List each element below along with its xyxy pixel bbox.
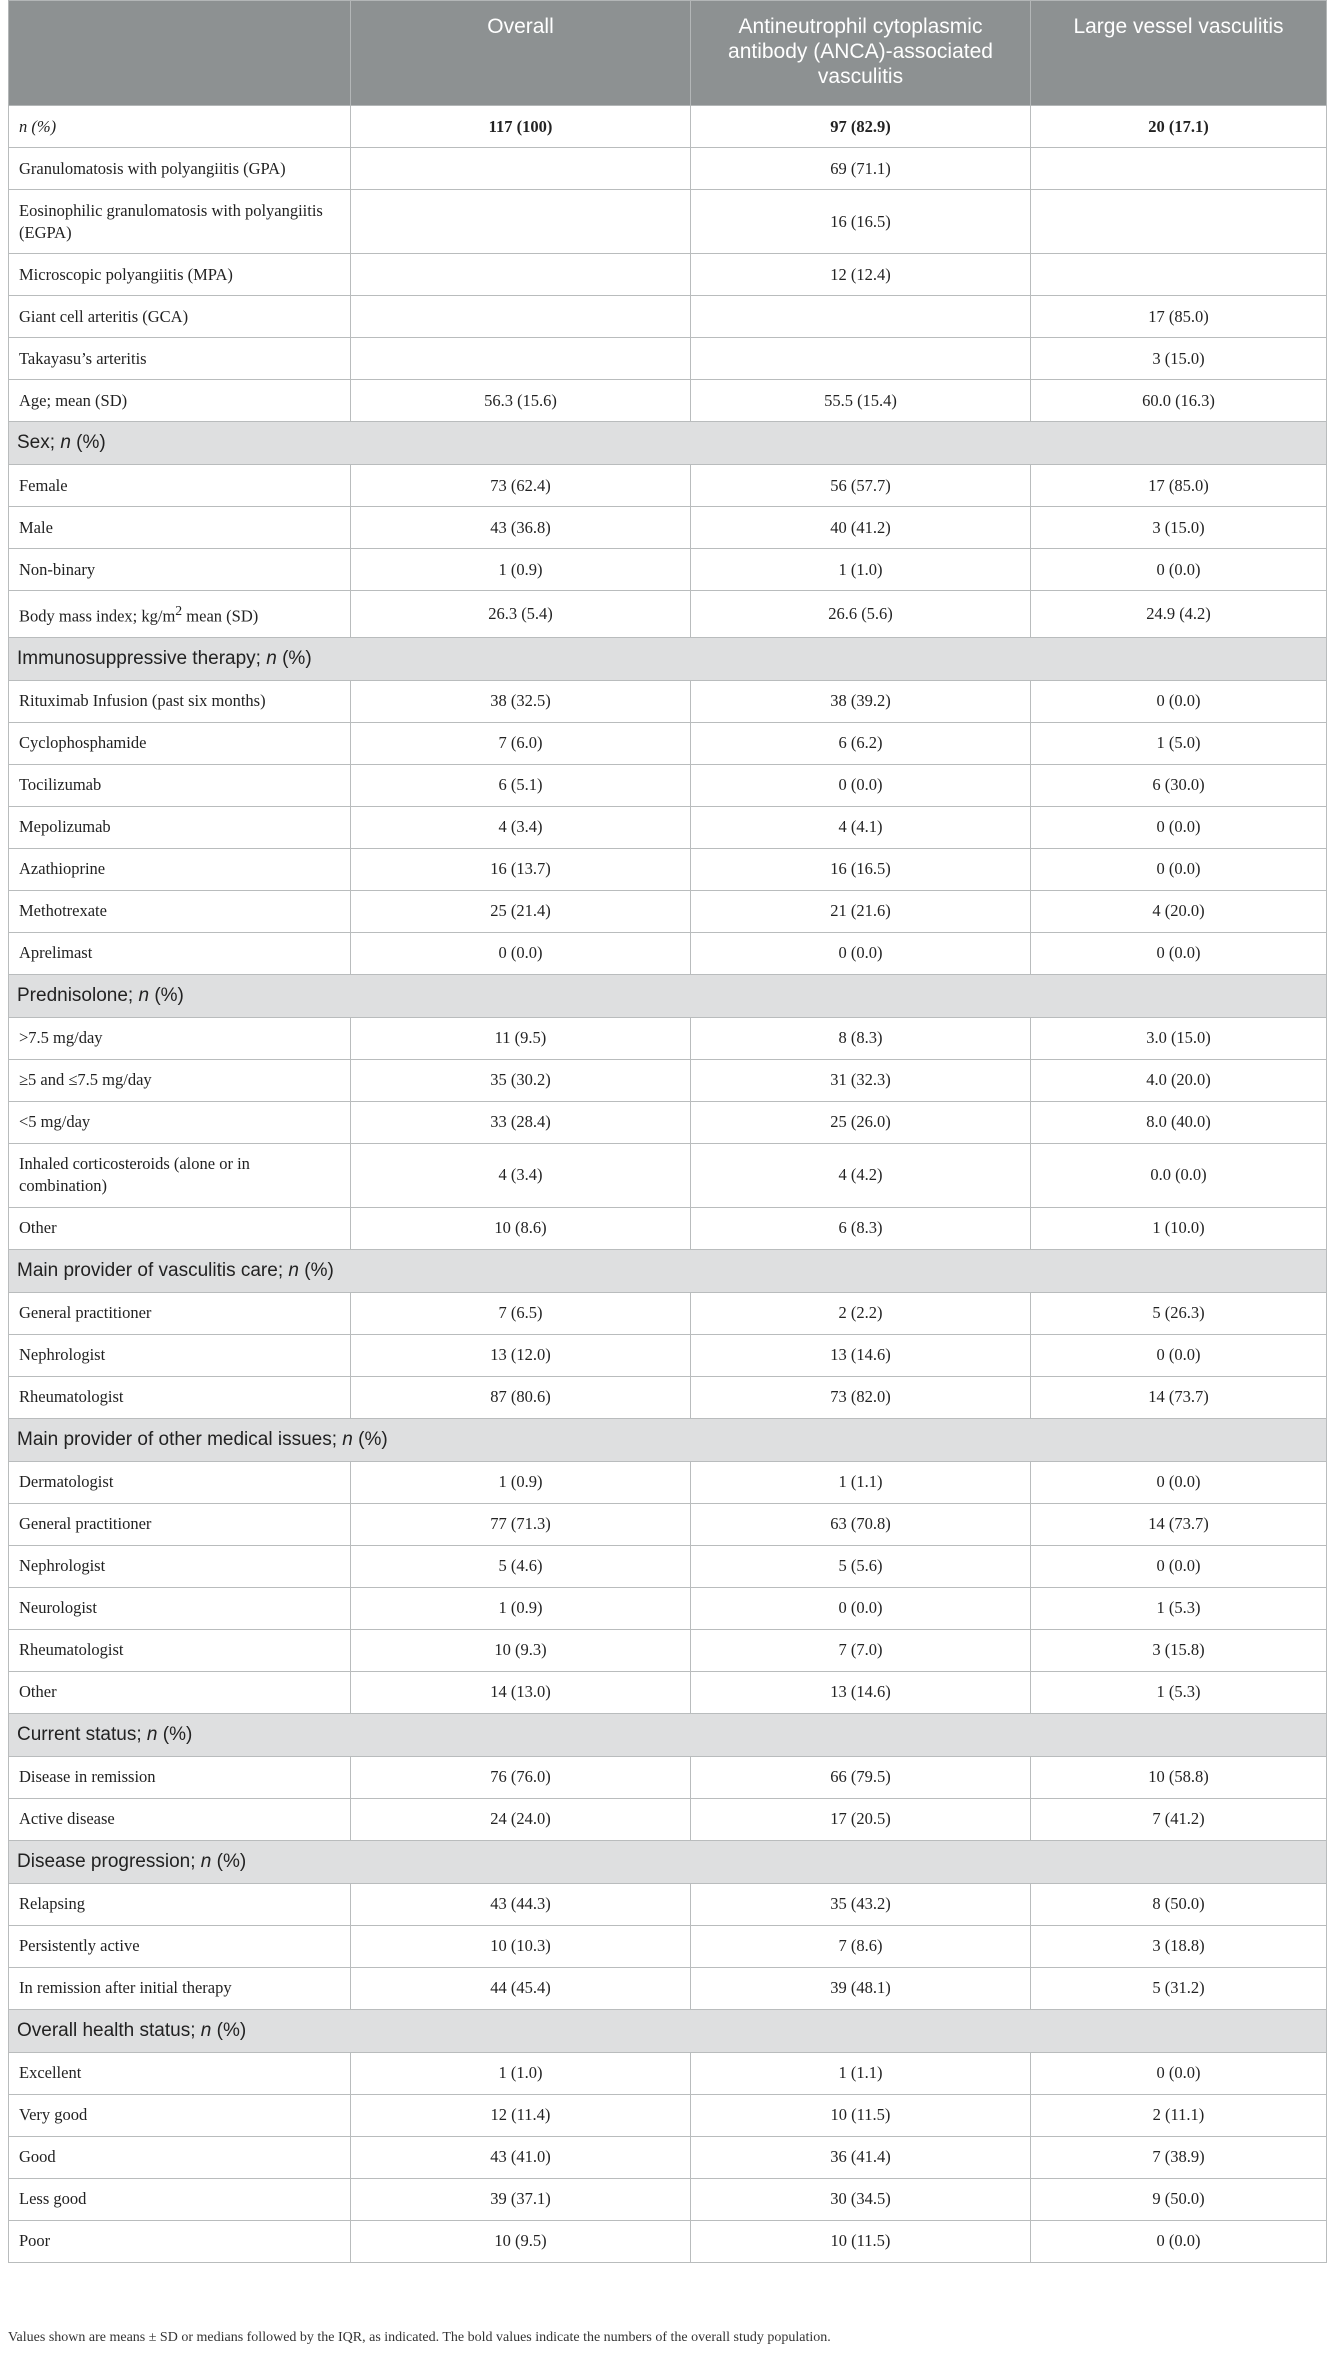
section-title <box>9 1840 1327 1883</box>
section-title <box>9 422 1327 465</box>
section-title <box>9 1418 1327 1461</box>
cell-overall <box>351 148 691 190</box>
cell-overall: 77 (71.3) <box>351 1503 691 1545</box>
cell-lvv: 0.0 (0.0) <box>1031 1143 1327 1207</box>
row-label: Methotrexate <box>9 890 351 932</box>
cell-anca: 1 (1.1) <box>691 2052 1031 2094</box>
cell-anca: 6 (6.2) <box>691 722 1031 764</box>
cell-anca: 36 (41.4) <box>691 2136 1031 2178</box>
cell-overall: 35 (30.2) <box>351 1059 691 1101</box>
cell-overall: 25 (21.4) <box>351 890 691 932</box>
cell-lvv: 7 (38.9) <box>1031 2136 1327 2178</box>
row-label: Disease in remission <box>9 1756 351 1798</box>
cell-overall: 16 (13.7) <box>351 848 691 890</box>
cell-overall <box>351 190 691 254</box>
section-title-var: n <box>288 1259 299 1281</box>
cell-lvv: 10 (58.8) <box>1031 1756 1327 1798</box>
cell-overall: 76 (76.0) <box>351 1756 691 1798</box>
cell-lvv: 17 (85.0) <box>1031 465 1327 507</box>
n-row-lvv: 20 (17.1) <box>1031 106 1327 148</box>
cell-overall: 39 (37.1) <box>351 2178 691 2220</box>
table-row <box>9 2052 1327 2094</box>
n-var: n <box>19 116 28 136</box>
table-row <box>9 2094 1327 2136</box>
cell-overall: 7 (6.5) <box>351 1292 691 1334</box>
cell-anca: 25 (26.0) <box>691 1101 1031 1143</box>
cell-anca: 13 (14.6) <box>691 1671 1031 1713</box>
cell-overall: 1 (0.9) <box>351 1587 691 1629</box>
section-header <box>9 1418 1327 1461</box>
cell-overall: 44 (45.4) <box>351 1967 691 2009</box>
row-label: Inhaled corticosteroids (alone or in combination) <box>9 1143 351 1207</box>
section-title <box>9 974 1327 1017</box>
cell-lvv: 3 (18.8) <box>1031 1925 1327 1967</box>
row-label: Non-binary <box>9 549 351 591</box>
cell-anca: 17 (20.5) <box>691 1798 1031 1840</box>
section-header <box>9 974 1327 1017</box>
section-header <box>9 1713 1327 1756</box>
cell-lvv: 14 (73.7) <box>1031 1503 1327 1545</box>
table-row <box>9 764 1327 806</box>
cell-lvv <box>1031 254 1327 296</box>
cell-anca: 66 (79.5) <box>691 1756 1031 1798</box>
cell-lvv: 14 (73.7) <box>1031 1376 1327 1418</box>
cell-overall: 4 (3.4) <box>351 1143 691 1207</box>
table-row <box>9 1671 1327 1713</box>
cell-overall: 33 (28.4) <box>351 1101 691 1143</box>
cell-overall: 43 (44.3) <box>351 1883 691 1925</box>
table-row <box>9 254 1327 296</box>
cell-overall: 24 (24.0) <box>351 1798 691 1840</box>
row-label: Other <box>9 1207 351 1249</box>
section-header <box>9 637 1327 680</box>
cell-lvv: 0 (0.0) <box>1031 549 1327 591</box>
row-label: General practitioner <box>9 1292 351 1334</box>
table-row <box>9 1925 1327 1967</box>
n-row-overall: 117 (100) <box>351 106 691 148</box>
table-footnote: Values shown are means ± SD or medians followed by the IQR, as indicated. The bold values indicate the numbers of the overall study population. <box>8 2330 831 2345</box>
cell-overall: 11 (9.5) <box>351 1017 691 1059</box>
section-title-post: (%) <box>149 984 184 1006</box>
row-label: Microscopic polyangiitis (MPA) <box>9 254 351 296</box>
cell-overall: 26.3 (5.4) <box>351 591 691 638</box>
cell-overall: 43 (36.8) <box>351 507 691 549</box>
n-row <box>9 106 1327 148</box>
cell-overall: 10 (9.5) <box>351 2220 691 2262</box>
section-title <box>9 1249 1327 1292</box>
cell-anca: 40 (41.2) <box>691 507 1031 549</box>
section-title-post: (%) <box>276 647 312 669</box>
cell-anca: 55.5 (15.4) <box>691 380 1031 422</box>
cell-lvv: 3 (15.8) <box>1031 1629 1327 1671</box>
cell-anca: 73 (82.0) <box>691 1376 1031 1418</box>
cell-overall: 1 (1.0) <box>351 2052 691 2094</box>
cell-anca: 13 (14.6) <box>691 1334 1031 1376</box>
table-row <box>9 890 1327 932</box>
cell-lvv: 3 (15.0) <box>1031 507 1327 549</box>
row-label: Active disease <box>9 1798 351 1840</box>
cell-lvv: 1 (5.3) <box>1031 1587 1327 1629</box>
row-label-bmi <box>9 591 351 638</box>
row-label: Persistently active <box>9 1925 351 1967</box>
table-row <box>9 932 1327 974</box>
bmi-label-sup: 2 <box>175 603 183 618</box>
header-lvv: Large vessel vasculitis <box>1031 1 1327 106</box>
section-title-pre: Sex; <box>17 432 61 453</box>
row-label: Other <box>9 1671 351 1713</box>
cell-anca: 69 (71.1) <box>691 148 1031 190</box>
row-label: Giant cell arteritis (GCA) <box>9 296 351 338</box>
table-row <box>9 465 1327 507</box>
cell-anca: 63 (70.8) <box>691 1503 1031 1545</box>
table-row <box>9 1059 1327 1101</box>
row-label: Nephrologist <box>9 1334 351 1376</box>
row-label: Cyclophosphamide <box>9 722 351 764</box>
row-label: Age; mean (SD) <box>9 380 351 422</box>
section-header <box>9 1249 1327 1292</box>
row-label: ≥5 and ≤7.5 mg/day <box>9 1059 351 1101</box>
table-row-bmi <box>9 591 1327 638</box>
section-title-var: n <box>200 2019 212 2041</box>
row-label: Good <box>9 2136 351 2178</box>
cell-anca: 6 (8.3) <box>691 1207 1031 1249</box>
cell-lvv: 1 (5.0) <box>1031 722 1327 764</box>
table-row <box>9 1629 1327 1671</box>
cell-overall: 14 (13.0) <box>351 1671 691 1713</box>
section-title-pre: Immunosuppressive therapy; <box>17 647 267 669</box>
table-row <box>9 1334 1327 1376</box>
table-row <box>9 1207 1327 1249</box>
section-title-post: (%) <box>211 2019 247 2041</box>
section-title-var: n <box>138 984 150 1006</box>
table-row <box>9 1461 1327 1503</box>
cell-lvv: 24.9 (4.2) <box>1031 591 1327 638</box>
section-title-post: (%) <box>211 1850 247 1872</box>
table-row <box>9 1587 1327 1629</box>
cell-anca: 38 (39.2) <box>691 680 1031 722</box>
row-label: Takayasu’s arteritis <box>9 338 351 380</box>
cell-overall: 4 (3.4) <box>351 806 691 848</box>
section-title-pre: Main provider of vasculitis care; <box>17 1259 289 1281</box>
cell-lvv <box>1031 190 1327 254</box>
row-label: Poor <box>9 2220 351 2262</box>
table-row <box>9 2220 1327 2262</box>
table-row <box>9 2136 1327 2178</box>
header-blank <box>9 1 351 106</box>
cell-anca: 16 (16.5) <box>691 190 1031 254</box>
cell-lvv: 0 (0.0) <box>1031 1461 1327 1503</box>
table-row <box>9 148 1327 190</box>
cell-anca: 10 (11.5) <box>691 2220 1031 2262</box>
section-title-pre: Disease progression; <box>17 1850 201 1872</box>
section-title-var: n <box>342 1428 353 1450</box>
section-title-var: n <box>146 1723 158 1745</box>
n-row-label <box>9 106 351 148</box>
cell-anca <box>691 296 1031 338</box>
row-label: Nephrologist <box>9 1545 351 1587</box>
cell-anca: 8 (8.3) <box>691 1017 1031 1059</box>
row-label: Eosinophilic granulomatosis with polyangiitis (EGPA) <box>9 190 351 254</box>
cell-lvv: 7 (41.2) <box>1031 1798 1327 1840</box>
cell-anca: 56 (57.7) <box>691 465 1031 507</box>
table-row <box>9 549 1327 591</box>
row-label: Neurologist <box>9 1587 351 1629</box>
row-label: Mepolizumab <box>9 806 351 848</box>
cell-lvv: 0 (0.0) <box>1031 932 1327 974</box>
cell-anca: 0 (0.0) <box>691 932 1031 974</box>
table-row <box>9 1883 1327 1925</box>
table-row <box>9 380 1327 422</box>
row-label: >7.5 mg/day <box>9 1017 351 1059</box>
cell-overall: 7 (6.0) <box>351 722 691 764</box>
cell-lvv: 6 (30.0) <box>1031 764 1327 806</box>
table-row <box>9 296 1327 338</box>
row-label: General practitioner <box>9 1503 351 1545</box>
cell-overall: 5 (4.6) <box>351 1545 691 1587</box>
characteristics-table <box>8 0 1327 2263</box>
cell-anca: 4 (4.1) <box>691 806 1031 848</box>
cell-lvv: 4 (20.0) <box>1031 890 1327 932</box>
cell-anca: 31 (32.3) <box>691 1059 1031 1101</box>
cell-overall: 43 (41.0) <box>351 2136 691 2178</box>
cell-overall: 1 (0.9) <box>351 549 691 591</box>
table-row <box>9 1292 1327 1334</box>
cell-anca: 26.6 (5.6) <box>691 591 1031 638</box>
row-label: Female <box>9 465 351 507</box>
cell-anca: 0 (0.0) <box>691 1587 1031 1629</box>
cell-lvv: 5 (26.3) <box>1031 1292 1327 1334</box>
cell-anca <box>691 338 1031 380</box>
cell-lvv: 0 (0.0) <box>1031 1545 1327 1587</box>
n-row-anca: 97 (82.9) <box>691 106 1031 148</box>
row-label: Dermatologist <box>9 1461 351 1503</box>
cell-lvv: 3 (15.0) <box>1031 338 1327 380</box>
cell-anca: 30 (34.5) <box>691 2178 1031 2220</box>
table-row <box>9 338 1327 380</box>
cell-overall <box>351 254 691 296</box>
cell-overall: 10 (8.6) <box>351 1207 691 1249</box>
cell-lvv: 0 (0.0) <box>1031 806 1327 848</box>
section-title <box>9 637 1327 680</box>
section-title <box>9 1713 1327 1756</box>
row-label: Rheumatologist <box>9 1629 351 1671</box>
cell-overall: 56.3 (15.6) <box>351 380 691 422</box>
table-row <box>9 1967 1327 2009</box>
table-row <box>9 806 1327 848</box>
table-row <box>9 507 1327 549</box>
cell-overall: 73 (62.4) <box>351 465 691 507</box>
row-label: Excellent <box>9 2052 351 2094</box>
cell-lvv: 8 (50.0) <box>1031 1883 1327 1925</box>
cell-anca: 21 (21.6) <box>691 890 1031 932</box>
cell-overall: 38 (32.5) <box>351 680 691 722</box>
table-row <box>9 1503 1327 1545</box>
bmi-label-post: mean (SD) <box>182 606 259 626</box>
section-title-var: n <box>60 432 71 453</box>
cell-lvv: 0 (0.0) <box>1031 1334 1327 1376</box>
header-anca: Antineutrophil cytoplasmic antibody (ANCA)-associated vasculitis <box>691 1 1031 106</box>
table-row <box>9 848 1327 890</box>
table-row <box>9 1143 1327 1207</box>
cell-anca: 1 (1.1) <box>691 1461 1031 1503</box>
cell-lvv: 0 (0.0) <box>1031 680 1327 722</box>
cell-lvv: 17 (85.0) <box>1031 296 1327 338</box>
cell-anca: 2 (2.2) <box>691 1292 1031 1334</box>
cell-anca: 7 (8.6) <box>691 1925 1031 1967</box>
cell-overall: 87 (80.6) <box>351 1376 691 1418</box>
row-label: Azathioprine <box>9 848 351 890</box>
row-label: Relapsing <box>9 1883 351 1925</box>
n-rest: (%) <box>27 116 57 136</box>
cell-overall: 1 (0.9) <box>351 1461 691 1503</box>
cell-overall: 12 (11.4) <box>351 2094 691 2136</box>
table-row <box>9 1376 1327 1418</box>
cell-lvv <box>1031 148 1327 190</box>
row-label: Less good <box>9 2178 351 2220</box>
section-title-pre: Current status; <box>17 1723 147 1745</box>
cell-anca: 12 (12.4) <box>691 254 1031 296</box>
cell-anca: 7 (7.0) <box>691 1629 1031 1671</box>
section-title-pre: Prednisolone; <box>17 984 139 1006</box>
table-row <box>9 1756 1327 1798</box>
section-title-var: n <box>266 647 277 669</box>
row-label: In remission after initial therapy <box>9 1967 351 2009</box>
table-row <box>9 1101 1327 1143</box>
cell-anca: 1 (1.0) <box>691 549 1031 591</box>
table-row <box>9 1017 1327 1059</box>
cell-anca: 5 (5.6) <box>691 1545 1031 1587</box>
bmi-label-pre: Body mass index; kg/m <box>19 606 176 626</box>
cell-lvv: 2 (11.1) <box>1031 2094 1327 2136</box>
cell-anca: 4 (4.2) <box>691 1143 1031 1207</box>
table-row <box>9 680 1327 722</box>
section-title-post: (%) <box>352 1428 388 1450</box>
cell-lvv: 9 (50.0) <box>1031 2178 1327 2220</box>
cell-overall: 6 (5.1) <box>351 764 691 806</box>
section-title-post: (%) <box>157 1723 193 1745</box>
row-label: Tocilizumab <box>9 764 351 806</box>
cell-overall: 0 (0.0) <box>351 932 691 974</box>
header-row <box>9 1 1327 106</box>
cell-lvv: 60.0 (16.3) <box>1031 380 1327 422</box>
table-row <box>9 1545 1327 1587</box>
table-header <box>9 1 1327 106</box>
cell-anca: 0 (0.0) <box>691 764 1031 806</box>
section-header-sex <box>9 422 1327 465</box>
row-label: Male <box>9 507 351 549</box>
section-title-var: n <box>200 1850 212 1872</box>
section-header <box>9 1840 1327 1883</box>
row-label: Rheumatologist <box>9 1376 351 1418</box>
section-title-post: (%) <box>298 1259 334 1281</box>
header-overall: Overall <box>351 1 691 106</box>
table-row <box>9 190 1327 254</box>
cell-lvv: 5 (31.2) <box>1031 1967 1327 2009</box>
cell-overall <box>351 338 691 380</box>
table-body <box>9 106 1327 2263</box>
section-title <box>9 2009 1327 2052</box>
row-label: Aprelimast <box>9 932 351 974</box>
section-title-pre: Main provider of other medical issues; <box>17 1428 343 1450</box>
cell-overall: 13 (12.0) <box>351 1334 691 1376</box>
section-header <box>9 2009 1327 2052</box>
cell-lvv: 0 (0.0) <box>1031 2052 1327 2094</box>
cell-overall <box>351 296 691 338</box>
row-label: Granulomatosis with polyangiitis (GPA) <box>9 148 351 190</box>
cell-anca: 16 (16.5) <box>691 848 1031 890</box>
row-label: Rituximab Infusion (past six months) <box>9 680 351 722</box>
table-row <box>9 1798 1327 1840</box>
cell-lvv: 0 (0.0) <box>1031 2220 1327 2262</box>
cell-lvv: 3.0 (15.0) <box>1031 1017 1327 1059</box>
row-label: <5 mg/day <box>9 1101 351 1143</box>
cell-anca: 35 (43.2) <box>691 1883 1031 1925</box>
row-label: Very good <box>9 2094 351 2136</box>
table-row <box>9 722 1327 764</box>
cell-lvv: 1 (5.3) <box>1031 1671 1327 1713</box>
cell-overall: 10 (9.3) <box>351 1629 691 1671</box>
cell-overall: 10 (10.3) <box>351 1925 691 1967</box>
cell-lvv: 4.0 (20.0) <box>1031 1059 1327 1101</box>
table-row <box>9 2178 1327 2220</box>
cell-anca: 10 (11.5) <box>691 2094 1031 2136</box>
section-title-post: (%) <box>70 432 106 453</box>
cell-lvv: 8.0 (40.0) <box>1031 1101 1327 1143</box>
cell-lvv: 1 (10.0) <box>1031 1207 1327 1249</box>
cell-anca: 39 (48.1) <box>691 1967 1031 2009</box>
section-title-pre: Overall health status; <box>17 2019 201 2041</box>
cell-lvv: 0 (0.0) <box>1031 848 1327 890</box>
